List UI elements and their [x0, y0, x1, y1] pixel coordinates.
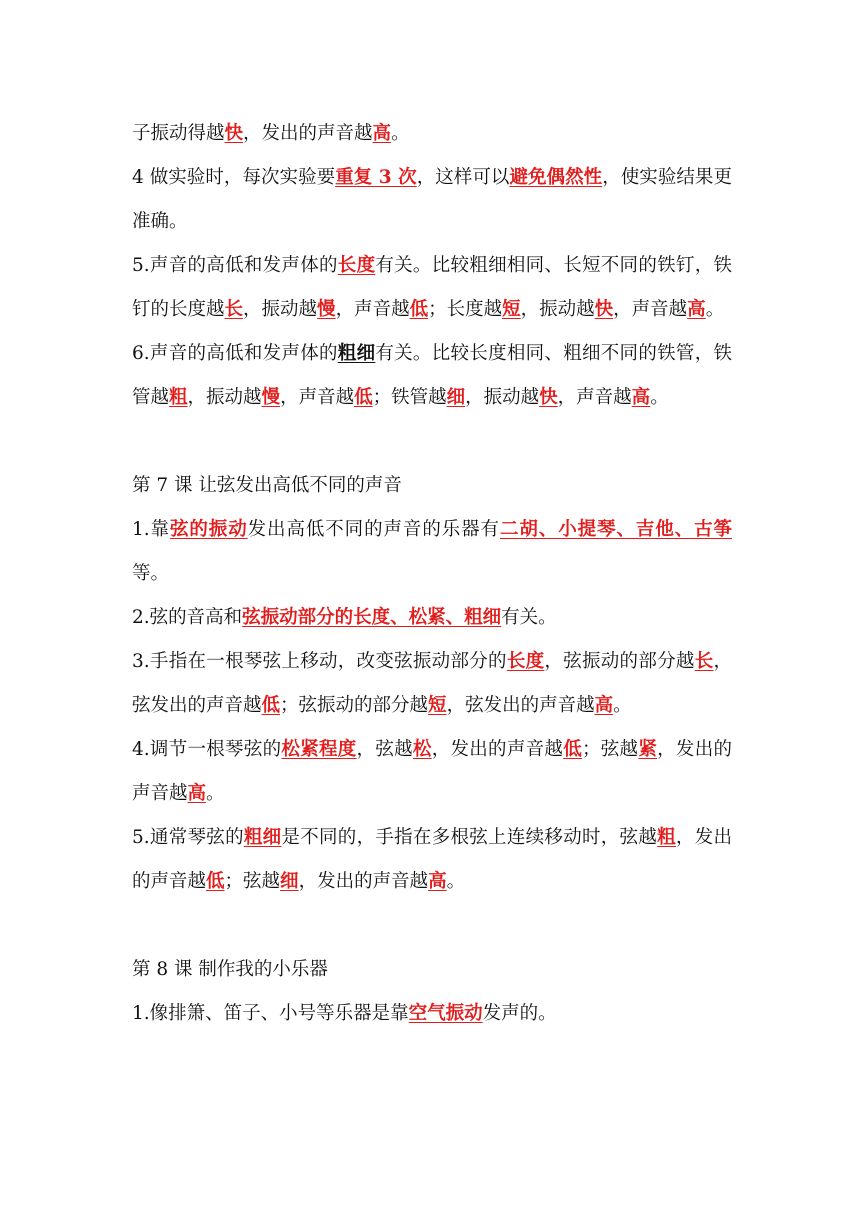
- paragraph: [132, 508, 732, 596]
- paragraph: [132, 156, 732, 244]
- text-run: ，声音越: [557, 387, 632, 408]
- text-run: 。: [613, 695, 632, 716]
- text-run: ；弦越: [224, 871, 281, 892]
- text-run: ，振动越: [187, 387, 262, 408]
- text-run: 3.手指在一根琴弦上移动，改变弦振动部分的: [132, 651, 507, 672]
- highlighted-answer: 长: [224, 299, 244, 320]
- paragraph: [132, 464, 732, 508]
- text-run: ，弦发出的声音越: [132, 651, 732, 716]
- underlined-term: 粗细: [337, 343, 376, 364]
- text-run: 4.调节一根琴弦的: [132, 739, 282, 760]
- highlighted-answer: 二胡、小提琴、吉他、古筝: [499, 519, 732, 540]
- highlighted-answer: 高: [372, 123, 392, 144]
- paragraph: [132, 112, 732, 156]
- text-run: 4 做实验时，每次实验要: [132, 167, 336, 188]
- text-run: ，这样可以: [416, 167, 510, 188]
- highlighted-answer: 重复 3 次: [335, 167, 417, 188]
- paragraph-spacer: [132, 904, 732, 948]
- paragraph: [132, 596, 732, 640]
- text-run: ，弦振动的部分越: [544, 651, 695, 672]
- highlighted-answer: 紧: [638, 739, 658, 760]
- text-run: 。: [705, 299, 725, 320]
- paragraph: [132, 816, 732, 904]
- paragraph: [132, 640, 732, 728]
- text-run: 1.靠: [132, 519, 170, 540]
- highlighted-answer: 弦振动部分的长度、松紧、粗细: [242, 607, 502, 628]
- text-run: 发出高低不同的声音的乐器有: [247, 519, 500, 540]
- highlighted-answer: 长: [694, 651, 714, 672]
- highlighted-answer: 低: [206, 871, 225, 892]
- highlighted-answer: 快: [224, 123, 244, 144]
- text-run: 5.声音的高低和发声体的: [132, 255, 338, 276]
- text-run: ，使实验结果更准确。: [132, 167, 732, 232]
- text-run: ，发出的声音越: [243, 123, 373, 144]
- highlighted-answer: 空气振动: [408, 1003, 483, 1024]
- highlighted-answer: 快: [594, 299, 614, 320]
- highlighted-answer: 粗细: [243, 827, 282, 848]
- highlighted-answer: 短: [502, 299, 521, 320]
- highlighted-answer: 高: [687, 299, 706, 320]
- text-run: 。: [206, 783, 225, 804]
- text-run: ，振动越: [520, 299, 595, 320]
- highlighted-answer: 低: [354, 387, 373, 408]
- text-run: ，发出的声音越: [132, 739, 732, 804]
- paragraph: [132, 332, 732, 420]
- highlighted-answer: 粗: [169, 387, 188, 408]
- text-run: ，声音越: [335, 299, 410, 320]
- highlighted-answer: 快: [539, 387, 558, 408]
- text-run: 有关。比较粗细相同、长短不同的铁钉，铁钉的长度越: [132, 255, 732, 320]
- highlighted-answer: 避免偶然性: [509, 167, 603, 188]
- text-run: ，声音越: [280, 387, 355, 408]
- text-run: ；长度越: [428, 299, 503, 320]
- paragraph: [132, 728, 732, 816]
- text-run: ，发出的声音越: [132, 827, 732, 892]
- text-run: ；铁管越: [372, 387, 447, 408]
- text-run: 是不同的，手指在多根弦上连续移动时，弦越: [281, 827, 658, 848]
- highlighted-answer: 高: [428, 871, 447, 892]
- text-run: ，声音越: [613, 299, 688, 320]
- text-run: ，振动越: [465, 387, 540, 408]
- highlighted-answer: 松: [412, 739, 432, 760]
- paragraph: [132, 992, 732, 1036]
- text-run: 6.声音的高低和发声体的: [132, 343, 338, 364]
- paragraph-spacer: [132, 420, 732, 464]
- text-run: 有关。: [501, 607, 557, 628]
- text-run: 第 8 课 制作我的小乐器: [132, 959, 328, 980]
- highlighted-answer: 细: [280, 871, 299, 892]
- highlighted-answer: 低: [563, 739, 582, 760]
- text-run: 发声的。: [482, 1003, 557, 1024]
- text-run: 有关。比较长度相同、粗细不同的铁管，铁管越: [132, 343, 732, 408]
- paragraph: [132, 244, 732, 332]
- highlighted-answer: 长度: [506, 651, 545, 672]
- highlighted-answer: 低: [409, 299, 429, 320]
- text-run: 等。: [132, 563, 170, 584]
- text-run: 。: [650, 387, 669, 408]
- highlighted-answer: 慢: [317, 299, 336, 320]
- text-run: 1.像排箫、笛子、小号等乐器是靠: [132, 1003, 409, 1024]
- text-run: ，弦越: [356, 739, 413, 760]
- text-run: 2.弦的音高和: [132, 607, 243, 628]
- text-run: ；弦振动的部分越: [280, 695, 429, 716]
- text-run: ，发出的声音越: [298, 871, 429, 892]
- text-run: 5.通常琴弦的: [132, 827, 244, 848]
- highlighted-answer: 高: [187, 783, 207, 804]
- text-run: ，振动越: [243, 299, 318, 320]
- text-run: 第 7 课 让弦发出高低不同的声音: [132, 475, 402, 496]
- text-run: 。: [391, 123, 410, 144]
- highlighted-answer: 松紧程度: [281, 739, 357, 760]
- highlighted-answer: 短: [428, 695, 447, 716]
- text-run: 子振动得越: [132, 123, 225, 144]
- paragraph: [132, 948, 732, 992]
- highlighted-answer: 低: [261, 695, 281, 716]
- highlighted-answer: 高: [631, 387, 651, 408]
- highlighted-answer: 慢: [261, 387, 281, 408]
- highlighted-answer: 高: [594, 695, 614, 716]
- highlighted-answer: 长度: [337, 255, 376, 276]
- text-run: ，发出的声音越: [431, 739, 564, 760]
- text-run: ；弦越: [581, 739, 639, 760]
- text-run: ，弦发出的声音越: [446, 695, 595, 716]
- highlighted-answer: 弦的振动: [169, 519, 248, 540]
- highlighted-answer: 细: [446, 387, 466, 408]
- highlighted-answer: 粗: [657, 827, 676, 848]
- text-run: 。: [446, 871, 466, 892]
